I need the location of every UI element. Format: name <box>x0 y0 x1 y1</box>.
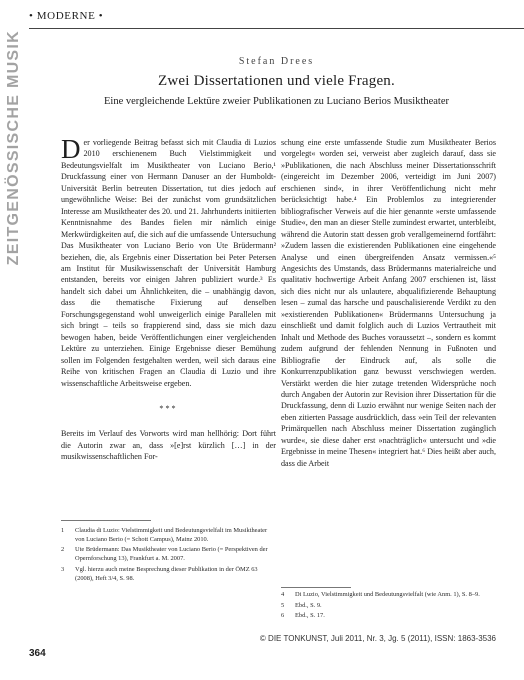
paragraph-continued: schung eine erste umfassende Studie zum Musiktheater Berios vorgelegt« worden sei, verweist aber zugleich darauf, dass sie »Publikationen, die nach Abschluss meiner Dissertationsschrift (eingereicht im Dezember 2006, verteidigt im Juni 2007) erschienen sind«, in ihrer Veröffentlichung nicht mehr berücksichtigt habe.⁴ Ein Problemlos zu integrierender bibliografischer Verweis auf die hier genannte »erste umfassende Studie«, den man an dieser Stelle zumindest erwartet, unterbleibt, während die Autorin statt dessen grob verallgemeinernd fortfährt: »Zudem lassen die existierenden Publikationen eine eingehende Analyse und einen übergreifenden Ansatz vermissen.«⁵ Angesichts des Umstands, dass Brüdermanns materialreiche und qualitativ hochwertige Arbeit Anfang 2007 erschienen ist, lässt sich dies nicht nur als unlautere, abqualifizierende Behauptung lesen – zumal das harsche und pauschalisierende Verdikt zu den »existierenden Publikationen« Brüdermanns Untersuchung ja einschließt und damit folglich auch di Luzios Vertrautheit mit Inhalt und Methode des Buches voraussetzt –, sondern es kommt zudem aufgrund der fehlenden Nennung in Fußnoten und Bibliografie der Eindruck auf, als solle die Konkurrenzpublikation ganz bewusst verschwiegen werden. Verstärkt werden die hier zutage tretenden Widersprüche noch durch Angaben der Autorin zur Revision ihrer Dissertation für die Druckfassung, denn di Luzio erwähnt nur wenige Seiten nach der eben zitierten Passage ausdrücklich, dass »ein Teil der relevanten Primärquellen nach Abschluss meiner Dissertation zugänglich wurde«, sie diese daher erst »nachträglich« untersucht und »die Ergebnisse in meine Thesen« integriert hat.⁶ Dies heißt aber auch, dass die Arbeit <box>281 138 496 468</box>
footnote <box>281 612 496 621</box>
section-separator: *** <box>159 403 178 413</box>
footnote-number: 1 <box>61 527 65 534</box>
footnote-number: 4 <box>281 591 285 598</box>
header-rule <box>29 28 524 29</box>
footnote <box>61 566 276 583</box>
page-number: 364 <box>29 648 46 659</box>
footnote <box>281 591 496 600</box>
journal-citation: © DIE TONKUNST, Juli 2011, Nr. 3, Jg. 5 (2011), ISSN: 1863-3536 <box>259 634 496 643</box>
footnote-number: 5 <box>281 601 285 609</box>
footnote-rule-right <box>281 587 351 588</box>
footnote-text: Di Luzio, Vielstimmigkeit und Bedeutungsvielfalt (wie Anm. 1), S. 8–9. <box>295 591 480 598</box>
footnote-number: 2 <box>61 546 65 554</box>
paragraph-intro <box>61 137 276 389</box>
footnote-text: Ebd., S. 17. <box>295 612 325 620</box>
text-column-left <box>61 137 276 579</box>
text-column-right <box>281 137 496 579</box>
footnote <box>61 546 276 563</box>
footnotes-right <box>281 591 496 623</box>
footnote-text: Claudia di Luzio: Vielstimmigkeit und Bedeutungsvielfalt im Musiktheater von Luciano Berio (= Schott Campus), Mainz 2010. <box>75 527 268 543</box>
article-subtitle: Eine vergleichende Lektüre zweier Publikationen zu Luciano Berios Musiktheater <box>103 96 450 107</box>
section-sidebar <box>5 30 23 266</box>
article-author: Stefan Drees <box>238 56 315 67</box>
footnote <box>61 527 276 544</box>
footnote-rule-left <box>61 520 151 521</box>
paragraph-intro-text: er vorliegende Beitrag befasst sich mit Claudia di Luzios 2010 erschienenem Buch Vielstimmigkeit und Bedeutungsvielfalt im Musiktheater von Luciano Berio,¹ Druckfassung einer von Hermann Danuser an der Humboldt-Universität Berlin betreuten Dissertation, tut dies jedoch auf ungewöhnliche Weise: Bei der zunächst vom grundsätzlichen Interesse am Musiktheater des 20. und 21. Jahrhunderts initiierten Kenntnisnahme des Bandes fielen mir nämlich einige Merkwürdigkeiten auf, die sich auf die umfassende Untersuchung Das Musiktheater von Luciano Berio von Ute Brüdermann² beziehen, die, als Ergebnis einer Dissertation bei Peter Petersen am Institut für Musikwissenschaft der Universität Hamburg entstanden, bereits vor einigen Jahren publiziert wurde.³ Es handelt sich dabei um Ähnlichkeiten, die – unabhängig davon, dass die thematische Fixierung auf denselben Forschungsgegenstand wohl unweigerlich einige Parallelen mit sich bringt – teils so frappierend sind, dass sie mich dazu bewogen haben, beide Veröffentlichungen einer vergleichenden Lektüre zu unterziehen. Einige Ergebnisse dieser Bemühung sollen im Folgenden festgehalten werden, weil sich daraus eine Reihe von kritischen Fragen an Claudia di Luzio und ihre wissenschaftliche Arbeitsweise ergeben. <box>61 138 276 388</box>
section-header: • MODERNE • <box>29 10 104 22</box>
footnote-number: 6 <box>281 612 285 620</box>
footnote-text: Ebd., S. 9. <box>295 601 322 609</box>
footnote-text: Ute Brüdermann: Das Musiktheater von Luciano Berio (= Perspektiven der Opernforschung 13), Frankfurt a. M. 2007. <box>75 546 268 563</box>
footnote <box>281 602 496 611</box>
sidebar-label: ZEITGENÖSSISCHE MUSIK <box>5 30 22 266</box>
footnote-text: Vgl. hierzu auch meine Besprechung dieser Publikation in der ÖMZ 63 (2008), Heft 3/4, S. 98. <box>75 565 258 582</box>
paragraph-vorwort: Bereits im Verlauf des Vorworts wird man hellhörig: Dort führt die Autorin zwar an, dass »[e]rst kürzlich […] in der musikwissenschaftlichen For- <box>61 429 276 462</box>
drop-cap: D <box>61 137 81 164</box>
footnote-number: 3 <box>61 565 65 573</box>
footnotes-left <box>61 527 276 585</box>
article-title: Zwei Dissertationen und viele Fragen. <box>158 73 395 89</box>
